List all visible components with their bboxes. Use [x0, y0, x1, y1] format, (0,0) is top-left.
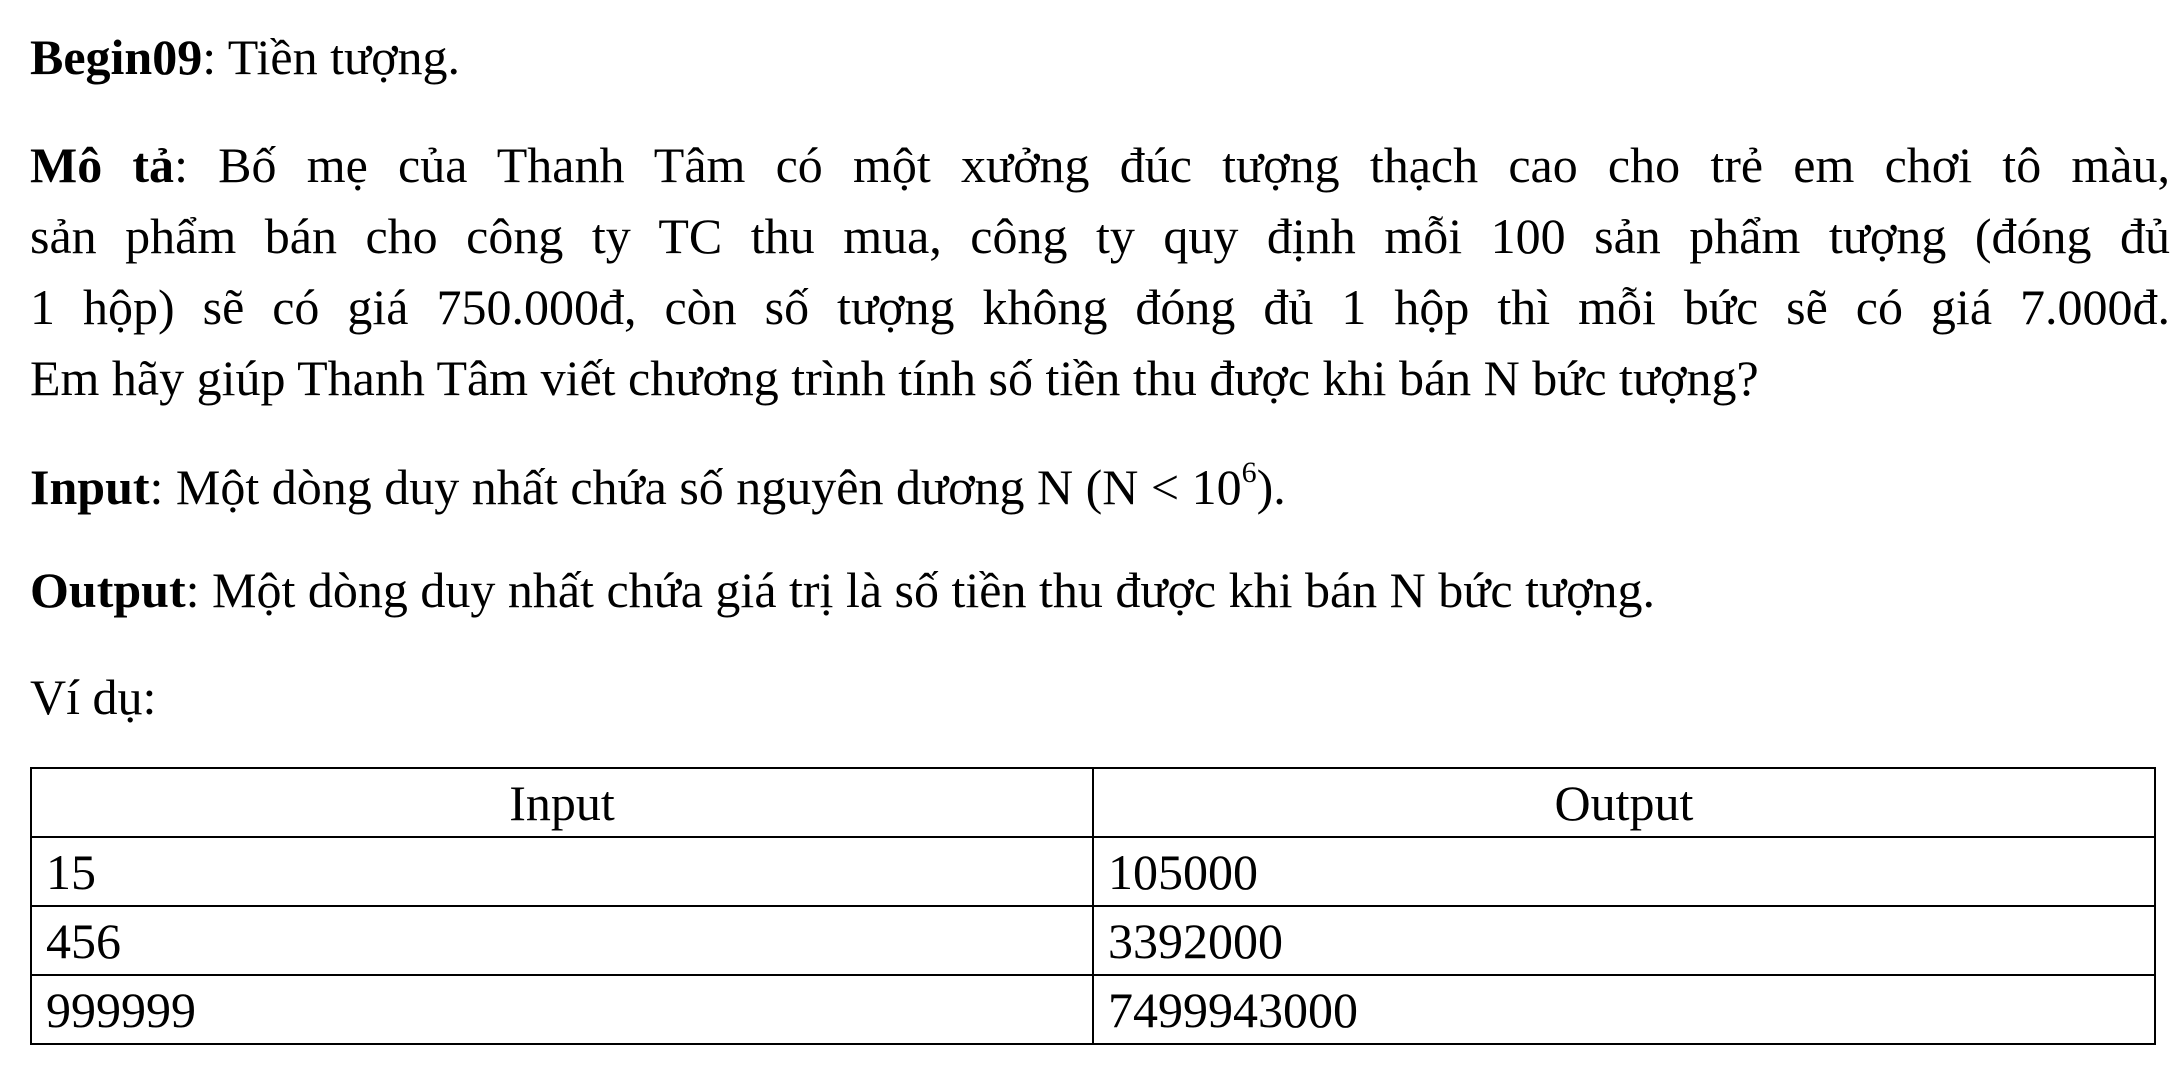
example-heading: Ví dụ:	[30, 669, 157, 725]
input-label: Input	[30, 459, 150, 515]
output-cell: 3392000	[1093, 906, 2155, 975]
description-line: Mô tả: Bố mẹ của Thanh Tâm có một xưởng đúc tượng thạch cao cho trẻ em chơi tô màu,	[30, 137, 2171, 193]
description-line: 1 hộp) sẽ có giá 750.000đ, còn số tượng không đóng đủ 1 hộp thì mỗi bức sẽ có giá 7.000đ.	[30, 279, 2170, 335]
header-output: Output	[1093, 768, 2155, 837]
table-row	[31, 906, 2155, 975]
description-line: sản phẩm bán cho công ty TC thu mua, công ty quy định mỗi 100 sản phẩm tượng (đóng đủ	[30, 208, 2170, 264]
output-text: : Một dòng duy nhất chứa giá trị là số tiền thu được khi bán N bức tượng.	[185, 562, 1656, 618]
description-label: Mô tả	[30, 137, 175, 193]
input-cell: 999999	[31, 975, 1093, 1044]
table-row	[31, 975, 2155, 1044]
description-block	[30, 130, 2170, 414]
output-spec	[30, 555, 1655, 625]
description-line: Em hãy giúp Thanh Tâm viết chương trình tính số tiền thu được khi bán N bức tượng?	[30, 350, 1759, 406]
output-cell: 7499943000	[1093, 975, 2155, 1044]
input-spec	[30, 452, 1286, 522]
input-cell: 15	[31, 837, 1093, 906]
problem-id: Begin09	[30, 29, 203, 85]
problem-name: : Tiền tượng.	[202, 29, 461, 85]
input-exponent: 6	[1241, 456, 1257, 490]
problem-title	[30, 22, 460, 92]
example-table	[30, 767, 2156, 1045]
input-text: : Một dòng duy nhất chứa số nguyên dương N (N < 10	[149, 459, 1242, 515]
input-cell: 456	[31, 906, 1093, 975]
output-cell: 105000	[1093, 837, 2155, 906]
table-row	[31, 837, 2155, 906]
table-header-row	[31, 768, 2155, 837]
output-label: Output	[30, 562, 186, 618]
input-text-end: ).	[1256, 459, 1286, 515]
header-input: Input	[31, 768, 1093, 837]
